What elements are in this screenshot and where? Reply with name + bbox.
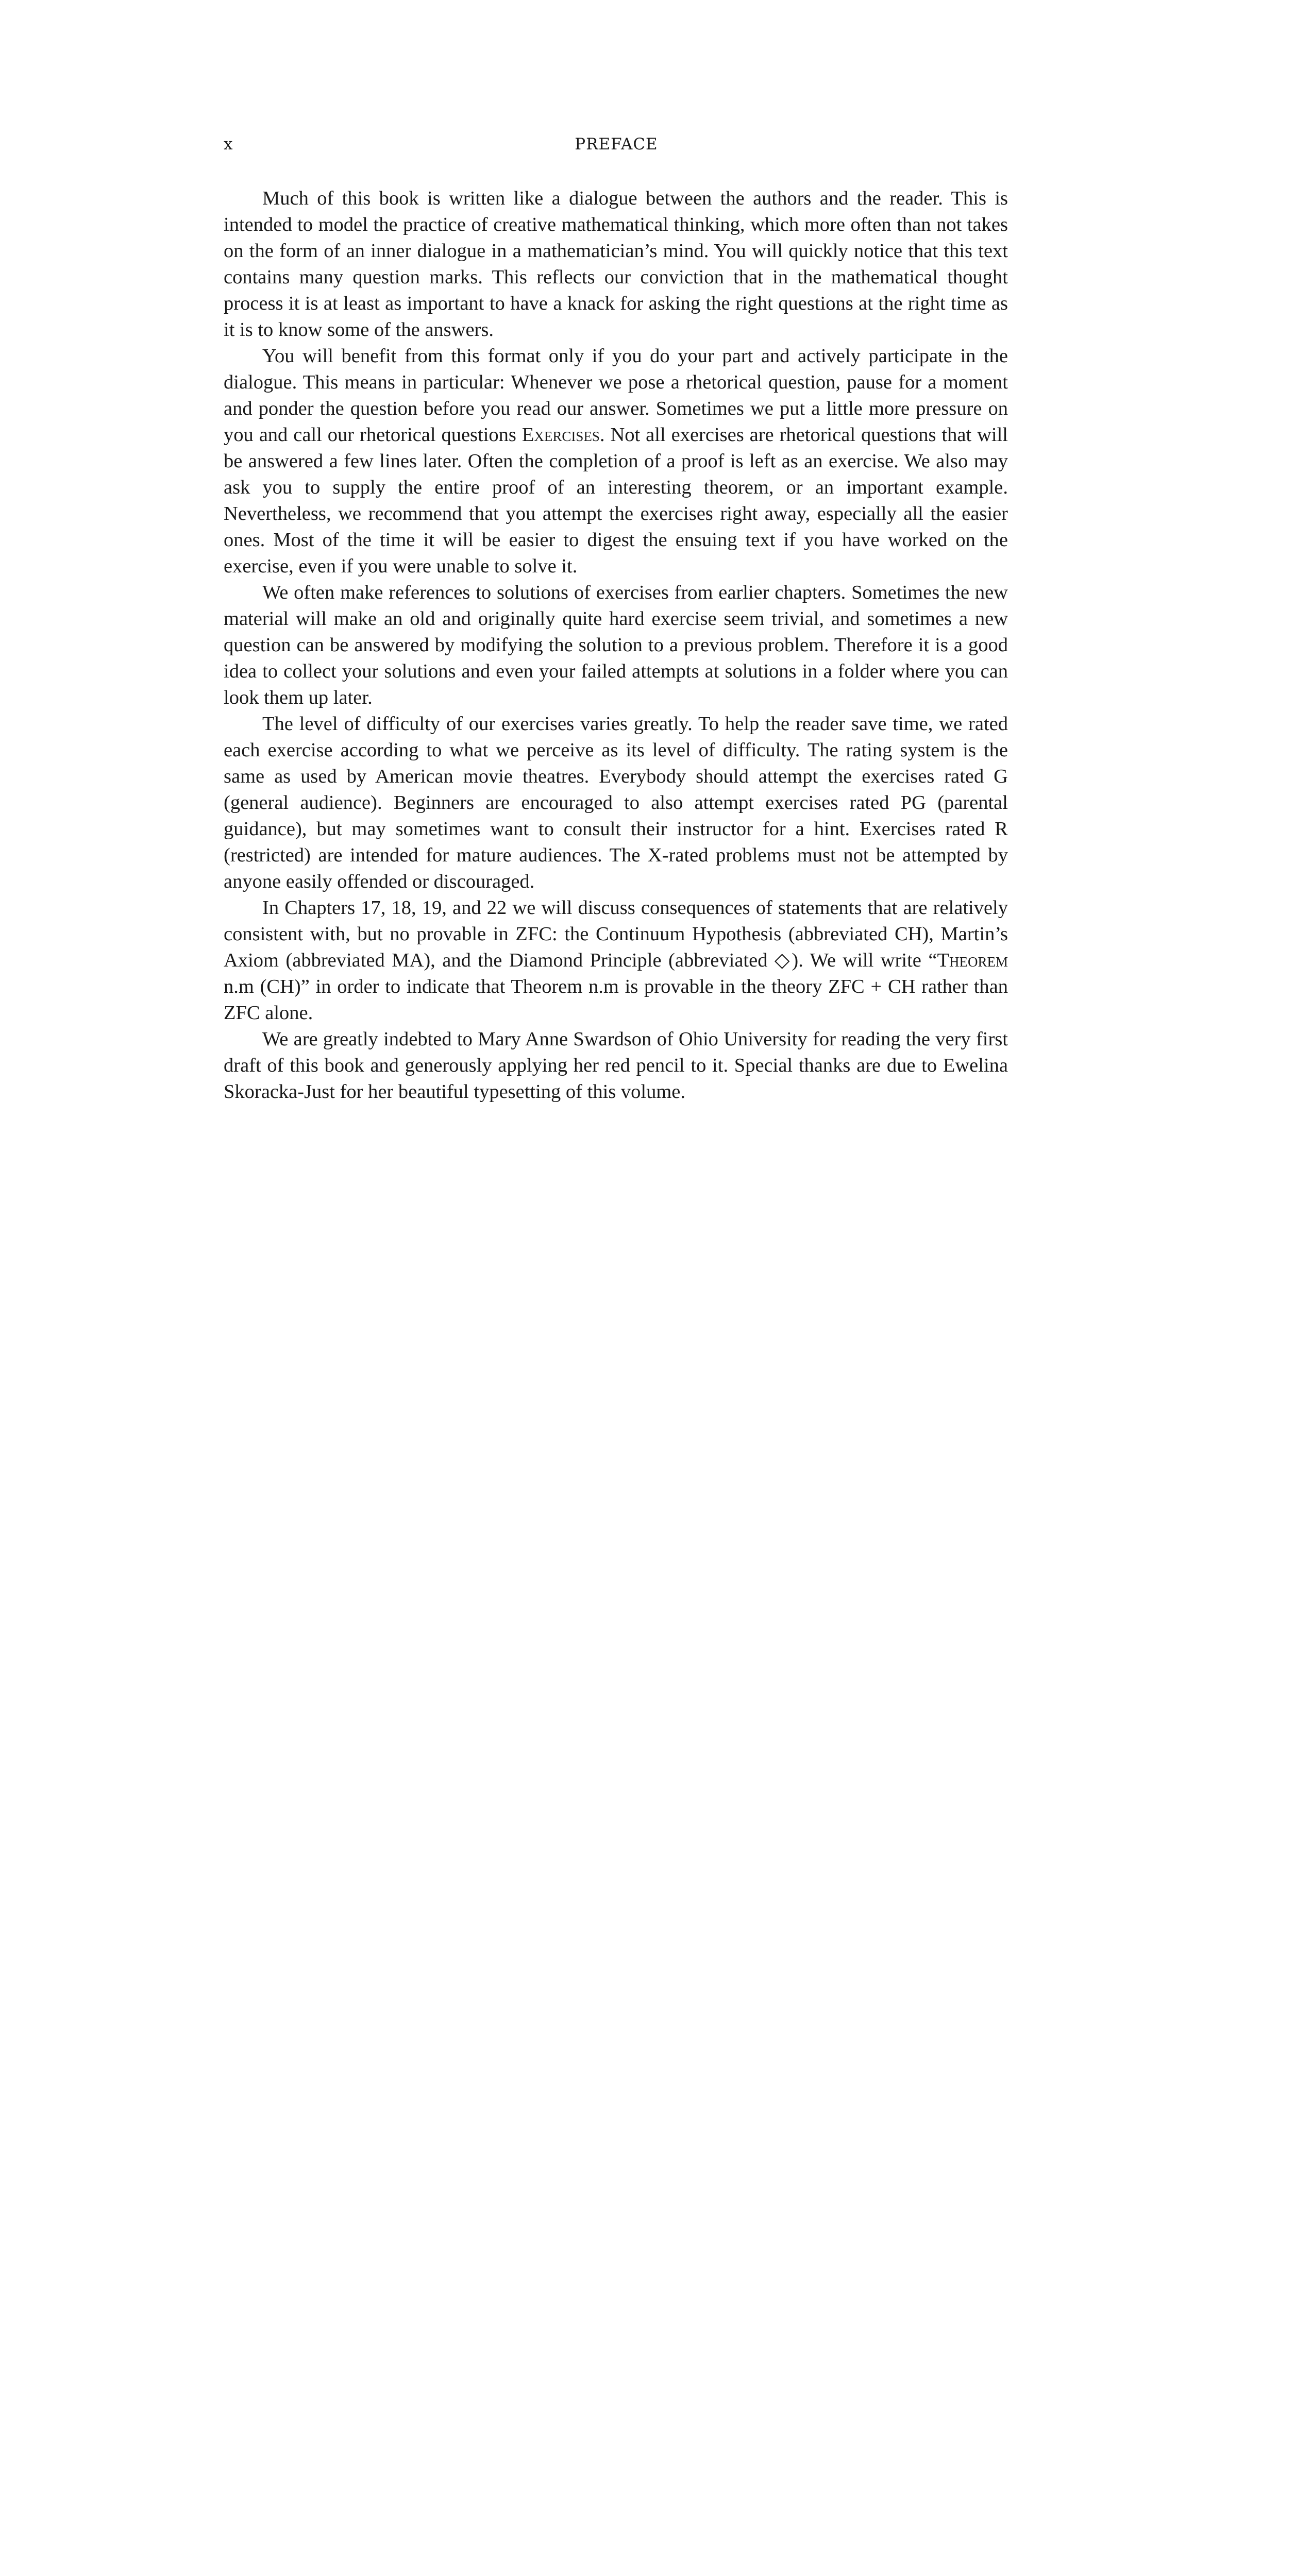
page-header [224,135,1009,161]
paragraph-participation-part2: . Not all exercises are rhetorical questions that will be answered a few lines later. Often the completion of a proof is left as an exercise. We also may ask you to supply the entire proof of an interesting theorem, or an important example. Nevertheless, we recommend that you attempt the exercises right away, especially all the easier ones. Most of the time it will be easier to digest the ensuing text if you have worked on the exercise, even if you were unable to solve it. [224,424,1008,577]
paragraph-participation-part1: You will benefit from this format only if you do your part and actively participate in the dialogue. This means in particular: Whenever we pose a rhetorical question, pause for a moment and ponder the question before you read our answer. Sometimes we put a little more pressure on you and call our rhetorical questions [224,345,1008,446]
paragraph-consistency [224,895,1008,1026]
page-number: x [224,135,233,154]
paragraph-participation [224,343,1008,580]
paragraph-consistency-part1: In Chapters 17, 18, 19, and 22 we will discuss consequences of statements that are relatively consistent with, but no provable in ZFC: the Continuum Hypothesis (abbreviated CH), Martin’s Axiom (abbreviated MA), and the Diamond Principle (abbreviated ◇). We will write “ [224,897,1008,971]
running-head: PREFACE [575,135,658,154]
paragraph-consistency-part2: n.m (CH)” in order to indicate that Theorem n.m is provable in the theory ZFC + CH rather than ZFC alone. [224,976,1008,1024]
paragraph-references: We often make references to solutions of exercises from earlier chapters. Sometimes the new material will make an old and originally quite hard exercise seem trivial, and sometimes a new question can be answered by modifying the solution to a previous problem. Therefore it is a good idea to collect your solutions and even your failed attempts at solutions in a folder where you can look them up later. [224,582,1008,708]
exercises-term: Exercises [522,424,600,446]
preface-body [224,185,1008,1105]
paragraph-difficulty: The level of difficulty of our exercises varies greatly. To help the reader save time, we rated each exercise according to what we perceive as its level of difficulty. The rating system is the same as used by American movie theatres. Everybody should attempt the exercises rated G (general audience). Beginners are encouraged to also attempt exercises rated PG (parental guidance), but may sometimes want to consult their instructor for a hint. Exercises rated R (restricted) are intended for mature audiences. The X-rated problems must not be attempted by anyone easily offended or discouraged. [224,713,1008,892]
paragraph-acknowledgements: We are greatly indebted to Mary Anne Swardson of Ohio University for reading the very first draft of this book and generously applying her red pencil to it. Special thanks are due to Ewelina Skoracka-Just for her beautiful typesetting of this volume. [224,1028,1008,1103]
paragraph-dialogue: Much of this book is written like a dialogue between the authors and the reader. This is intended to model the practice of creative mathematical thinking, which more often than not takes on the form of an inner dialogue in a mathematician’s mind. You will quickly notice that this text contains many question marks. This reflects our conviction that in the mathematical thought process it is at least as important to have a knack for asking the right questions at the right time as it is to know some of the answers. [224,188,1008,341]
theorem-term: Theorem [937,950,1008,971]
